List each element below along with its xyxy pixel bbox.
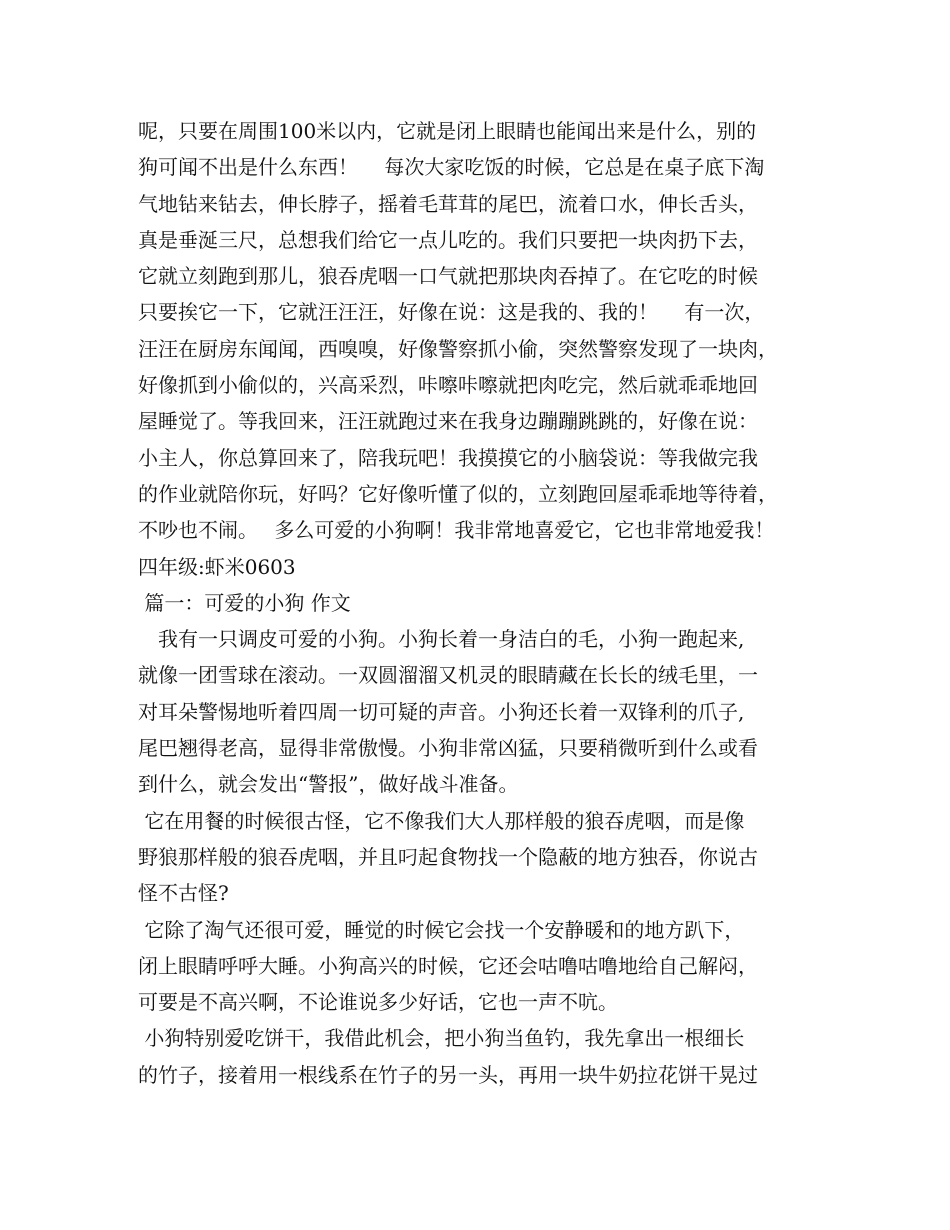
author-line: 四年级:虾米0603	[138, 554, 296, 579]
essay-text	[138, 113, 838, 1093]
text-line: 小狗特别爱吃饼干，我借此机会，把小狗当鱼钓，我先拿出一根细长	[138, 1026, 745, 1051]
text-line: 不吵也不闹。 多么可爱的小狗啊！我非常地喜爱它，它也非常地爱我！	[138, 518, 775, 543]
text-line: 尾巴翘得老高，显得非常傲慢。小狗非常凶猛，只要稍微听到什么或看	[138, 736, 758, 761]
text-line: 可要是不高兴啊，不论谁说多少好话，它也一声不吭。	[138, 990, 618, 1015]
text-line: 就像一团雪球在滚动。一双圆溜溜又机灵的眼睛藏在长长的绒毛里，一	[138, 663, 758, 688]
text-line: 它就立刻跑到那儿，狼吞虎咽一口气就把那块肉吞掉了。在它吃的时候	[138, 264, 758, 289]
text-line: 我有一只调皮可爱的小狗。小狗长着一身洁白的毛，小狗一跑起来,	[138, 627, 745, 652]
text-line: 呢，只要在周围100米以内，它就是闭上眼睛也能闻出来是什么，别的	[138, 119, 757, 143]
text-line: 小主人，你总算回来了，陪我玩吧！我摸摸它的小脑袋说：等我做完我	[138, 445, 758, 470]
text-line: 汪汪在厨房东闻闻，西嗅嗅，好像警察抓小偷，突然警察发现了一块肉，	[138, 336, 778, 361]
text-line: 气地钻来钻去，伸长脖子，摇着毛茸茸的尾巴，流着口水，伸长舌头，	[138, 191, 758, 216]
text-line: 的竹子，接着用一根线系在竹子的另一头，再用一块牛奶拉花饼干晃过	[138, 1062, 758, 1087]
text-line: 狗可闻不出是什么东西！ 每次大家吃饭的时候，它总是在桌子底下淘	[138, 155, 765, 180]
text-line: 怪不古怪?	[138, 881, 229, 906]
text-line: 闭上眼睛呼呼大睡。小狗高兴的时候，它还会咕噜咕噜地给自己解闷，	[138, 953, 758, 978]
text-line: 它在用餐的时候很古怪，它不像我们大人那样般的狼吞虎咽，而是像	[138, 808, 745, 833]
text-line: 好像抓到小偷似的，兴高采烈，咔嚓咔嚓就把肉吃完，然后就乖乖地回	[138, 373, 758, 398]
text-line: 只要挨它一下，它就汪汪汪，好像在说：这是我的、我的！ 有一次，	[138, 300, 765, 325]
text-line: 野狼那样般的狼吞虎咽，并且叼起食物找一个隐蔽的地方独吞，你说古	[138, 844, 758, 869]
text-line: 的作业就陪你玩，好吗？它好像听懂了似的，立刻跑回屋乖乖地等待着，	[138, 481, 778, 506]
text-line: 屋睡觉了。等我回来，汪汪就跑过来在我身边蹦蹦跳跳的，好像在说：	[138, 409, 758, 434]
text-line: 到什么，就会发出“警报”，做好战斗准备。	[138, 772, 519, 797]
text-line: 它除了淘气还很可爱，睡觉的时候它会找一个安静暖和的地方趴下，	[138, 917, 745, 942]
text-line: 对耳朵警惕地听着四周一切可疑的声音。小狗还长着一双锋利的爪子,	[138, 699, 745, 724]
text-line: 真是垂涎三尺，总想我们给它一点儿吃的。我们只要把一块肉扔下去，	[138, 227, 758, 252]
section-heading: 篇一：可爱的小狗 作文	[138, 590, 351, 615]
